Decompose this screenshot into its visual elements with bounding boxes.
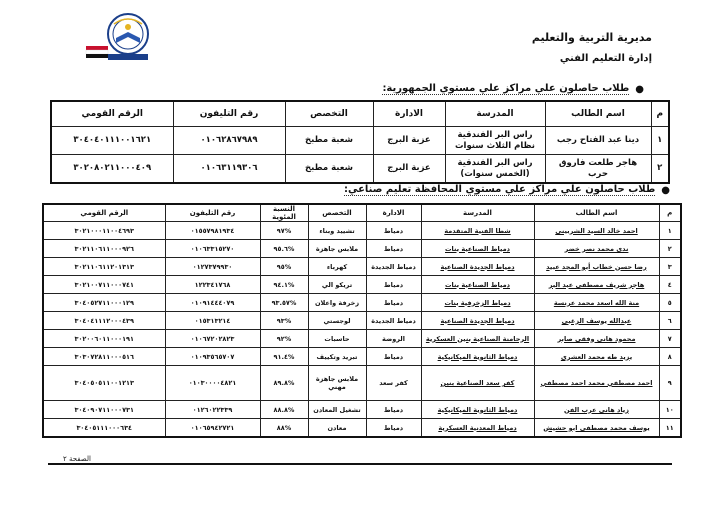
phone-number: ٠١٠٦٣٣١٥٢٧٠ xyxy=(165,240,260,258)
row-number: ٧ xyxy=(659,330,681,348)
table-row xyxy=(43,222,681,240)
student-name: احمد خالد السيد الشربيني xyxy=(534,222,659,240)
table-row xyxy=(51,155,669,184)
table-row xyxy=(43,419,681,438)
student-name: هاجر شريف مصطفي عبد البر xyxy=(534,276,659,294)
specialization: تريكو الي xyxy=(308,276,366,294)
administration: دمياط الجديدة xyxy=(366,312,421,330)
school-name: كفر سعد الصناعية بنين xyxy=(421,366,534,401)
specialization: تشغيل المعادن xyxy=(308,401,366,419)
administration: دمياط xyxy=(366,419,421,438)
page-number: الصفحة ٢ xyxy=(60,455,94,463)
col-header: النسبة المئوية xyxy=(260,204,308,222)
student-name: منة الله اسعد محمد عرنسة xyxy=(534,294,659,312)
school-name: راس البر الفندقية نظام الثلاث سنوات xyxy=(445,127,545,155)
phone-number: ٠١٥٣١٣٢١٤ xyxy=(165,312,260,330)
specialization: تبريد وتكييف xyxy=(308,348,366,366)
col-header: الرقم القومي xyxy=(51,101,173,127)
national-id: ٣٠٣٠٧٢٨١١٠٠٠٥١٦ xyxy=(43,348,165,366)
student-name: رضا حسن خطاب أبو المجد عبيد xyxy=(534,258,659,276)
table-row xyxy=(43,240,681,258)
school-name: دمياط الثانوية الميكانيكية xyxy=(421,348,534,366)
national-id: ٣٠٢١١٠٦١١٠٠٠٩٢٦ xyxy=(43,240,165,258)
table-header-row xyxy=(51,101,669,127)
specialization: كهرباء xyxy=(308,258,366,276)
phone-number: ٠١٢٦٠٢٢٣٣٩ xyxy=(165,401,260,419)
national-id: ٣٠٢١١٠٦١١٢٠١٣١٣ xyxy=(43,258,165,276)
school-name: دمياط الصناعية بنات xyxy=(421,276,534,294)
national-id: ٣٠٤٠٤١١١٢٠٠٠٤٣٩ xyxy=(43,312,165,330)
percentage: ٨٩.٨% xyxy=(260,366,308,401)
col-header: الادارة xyxy=(366,204,421,222)
administration: الروضة xyxy=(366,330,421,348)
col-header: رقم التليفون xyxy=(173,101,285,127)
school-name: دمياط الجديدة الصناعية xyxy=(421,312,534,330)
row-number: ٣ xyxy=(659,258,681,276)
administration: دمياط الجديدة xyxy=(366,258,421,276)
student-name: يزيد طه محمد العشري xyxy=(534,348,659,366)
phone-number: ٠١٠٣٠٠٠٠٤٨٢١ xyxy=(165,366,260,401)
student-name: عبدالله يوسف الزغبي xyxy=(534,312,659,330)
col-header: المدرسة xyxy=(445,101,545,127)
row-number: ٥ xyxy=(659,294,681,312)
col-header: التخصص xyxy=(285,101,373,127)
percentage: ٩١.٤% xyxy=(260,348,308,366)
phone-number: ٠١٠٩٣٥٦٥٧٠٧ xyxy=(165,348,260,366)
school-name: راس البر الفندقية (الخمس سنوات) xyxy=(445,155,545,184)
section1-title: ● طلاب حاصلون علي مراكز علي مستوي الجمهورية: xyxy=(382,83,644,95)
student-name: يوسف محمد مصطفي ابو حشيش xyxy=(534,419,659,438)
col-header: الادارة xyxy=(373,101,445,127)
percentage: ٩٥% xyxy=(260,258,308,276)
phone-number: ٠١٠٦٣١١٩٣٠٦ xyxy=(173,155,285,184)
student-name: دينا عبد الفتاح رجب xyxy=(545,127,651,155)
phone-number: ٠١٠٦٥٩٤٢٧٢١ xyxy=(165,419,260,438)
table-row xyxy=(43,401,681,419)
row-number: ٤ xyxy=(659,276,681,294)
national-id: ٣٠٤٠٩٠٧١١٠٠٠٧٣١ xyxy=(43,401,165,419)
student-name: ندي محمد نصر خضر xyxy=(534,240,659,258)
national-id: ٣٠٤٠٥٠٥١١٠٠١٢١٣ xyxy=(43,366,165,401)
row-number: ٢ xyxy=(651,155,669,184)
row-number: ٦ xyxy=(659,312,681,330)
administration: دمياط xyxy=(366,222,421,240)
table-row xyxy=(43,366,681,401)
table-header-row xyxy=(43,204,681,222)
national-id: ٣٠٢٠٠٦٠١١٠٠٠١٩١ xyxy=(43,330,165,348)
national-id: ٣٠٤٠٥٢٧١١٠٠٠١٢٩ xyxy=(43,294,165,312)
specialization: ملابس جاهزة xyxy=(308,240,366,258)
percentage: ٨٨% xyxy=(260,419,308,438)
national-id: ٣٠٤٠٥١١١٠٠٠٦٣٤ xyxy=(43,419,165,438)
col-header: رقم التليفون xyxy=(165,204,260,222)
governorate-ranking-table xyxy=(42,203,682,438)
table-row xyxy=(43,348,681,366)
percentage: ٩٥.٦% xyxy=(260,240,308,258)
col-header: اسم الطالب xyxy=(545,101,651,127)
administration: دمياط xyxy=(366,348,421,366)
specialization: زخرفة واعلان xyxy=(308,294,366,312)
national-id: ٣٠٢١٠٠٠١١٠٠٤٦٩٣ xyxy=(43,222,165,240)
phone-number: ٠١٠٦٢٨٦٧٩٨٩ xyxy=(173,127,285,155)
specialization: حاسبات xyxy=(308,330,366,348)
table-row xyxy=(51,127,669,155)
col-header: م xyxy=(651,101,669,127)
section2-title: ● طلاب حاصلون علي مراكز علي مستوي المحافظة تعليم صناعي: xyxy=(343,184,670,196)
row-number: ٨ xyxy=(659,348,681,366)
administration: دمياط xyxy=(366,294,421,312)
percentage: ٩٣% xyxy=(260,312,308,330)
school-name: دمياط الجديدة الصناعية xyxy=(421,258,534,276)
row-number: ٢ xyxy=(659,240,681,258)
specialization: لوجستي xyxy=(308,312,366,330)
phone-number: ٠١٥٥٧٩٨١٩٣٤ xyxy=(165,222,260,240)
student-name: محمود هاني وفقي صابر xyxy=(534,330,659,348)
col-header: اسم الطالب xyxy=(534,204,659,222)
col-header: التخصص xyxy=(308,204,366,222)
row-number: ١٠ xyxy=(659,401,681,419)
col-header: م xyxy=(659,204,681,222)
col-header: المدرسة xyxy=(421,204,534,222)
administration: كفر سعد xyxy=(366,366,421,401)
row-number: ١ xyxy=(651,127,669,155)
table-row xyxy=(43,258,681,276)
national-id: ٣٠٤٠٤٠١١١٠٠١٦٢١ xyxy=(51,127,173,155)
school-name: دمياط الصناعية بنات xyxy=(421,240,534,258)
administration: دمياط xyxy=(366,240,421,258)
table-row xyxy=(43,276,681,294)
bullet-icon: ● xyxy=(635,83,644,95)
student-name: زياد هاني عرب الفن xyxy=(534,401,659,419)
administration: دمياط xyxy=(366,276,421,294)
department-name: إدارة التعليم الفني xyxy=(559,53,652,64)
school-name: الرحامنة الصناعية بنين العسكرية xyxy=(421,330,534,348)
specialization: شعبة مطبخ xyxy=(285,155,373,184)
percentage: ٩٣.٥٧% xyxy=(260,294,308,312)
specialization: تشييد وبناء xyxy=(308,222,366,240)
administration: دمياط xyxy=(366,401,421,419)
directorate-name: مديرية التربية والتعليم xyxy=(531,31,652,44)
student-name: هاجر طلعت فاروق حرب xyxy=(545,155,651,184)
percentage: ٩٤.١% xyxy=(260,276,308,294)
ministry-logo xyxy=(78,10,156,66)
phone-number: ٠١٠٦٧٢٠٢٨٢٣ xyxy=(165,330,260,348)
percentage: ٨٨.٨% xyxy=(260,401,308,419)
school-name: دمياط المعدنية العسكرية xyxy=(421,419,534,438)
percentage: ٩٢% xyxy=(260,330,308,348)
administration: عزبة البرج xyxy=(373,155,445,184)
phone-number: ٠١٠٩١٤٤٤٠٧٩ xyxy=(165,294,260,312)
table-row xyxy=(43,294,681,312)
row-number: ٩ xyxy=(659,366,681,401)
table-row xyxy=(43,330,681,348)
col-header: الرقم القومي xyxy=(43,204,165,222)
phone-number: ١٢٢٣٤١٧٦٨ xyxy=(165,276,260,294)
percentage: ٩٧% xyxy=(260,222,308,240)
phone-number: ٠١٢٧٣٧٩٩٣٠ xyxy=(165,258,260,276)
school-name: دمياط الثانوية الميكانيكية xyxy=(421,401,534,419)
national-id: ٣٠٢٠٨٠٢١١٠٠٠٤٠٩ xyxy=(51,155,173,184)
school-name: دمياط الزخرفية بنات xyxy=(421,294,534,312)
table-row xyxy=(43,312,681,330)
specialization: ملابس جاهزة مهني xyxy=(308,366,366,401)
row-number: ١١ xyxy=(659,419,681,438)
specialization: معادن xyxy=(308,419,366,438)
administration: عزبة البرج xyxy=(373,127,445,155)
row-number: ١ xyxy=(659,222,681,240)
specialization: شعبة مطبخ xyxy=(285,127,373,155)
footer-divider xyxy=(48,463,672,465)
national-id: ٣٠٢١٠٠٧١١٠٠٠٧٤١ xyxy=(43,276,165,294)
organization-header xyxy=(532,30,652,66)
school-name: شطا الفنية المتقدمة xyxy=(421,222,534,240)
bullet-icon: ● xyxy=(661,184,670,196)
national-ranking-table xyxy=(50,100,670,184)
student-name: احمد مصطفي محمد احمد مصطفي xyxy=(534,366,659,401)
